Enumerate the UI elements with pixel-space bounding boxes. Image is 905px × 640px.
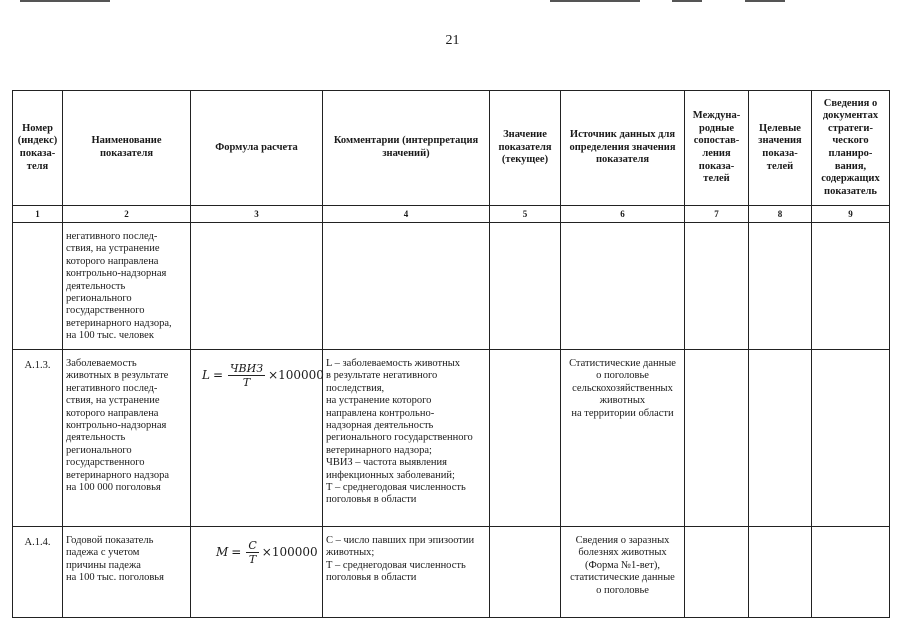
header-comment: Комментарии (интерпретация значений) bbox=[323, 91, 490, 206]
row-international bbox=[685, 527, 749, 618]
row-documents bbox=[812, 350, 890, 527]
header-target: Целевые значения показа-телей bbox=[749, 91, 812, 206]
row-index: А.1.4. bbox=[13, 527, 63, 618]
row-formula bbox=[191, 527, 323, 618]
row-formula bbox=[191, 350, 323, 527]
row-comment: С – число павших при эпизоотии животных; Т – среднегодовая численность поголовья в области bbox=[323, 527, 490, 618]
row-source bbox=[561, 223, 685, 350]
formula-expression bbox=[194, 539, 319, 566]
formula-multiplier: ×100000 bbox=[261, 545, 318, 560]
row-comment: L – заболеваемость животных в результате негативного последствия, на устранение которого направлена контрольно- надзорная деятельность регионального государственного ветеринарного надзора; ЧВИЗ – частота выявления инфекционных заболеваний; Т – среднегодовая численность поголовья в области bbox=[323, 350, 490, 527]
table-row bbox=[13, 527, 890, 618]
row-target bbox=[749, 527, 812, 618]
header-source: Источник данных для определения значения показателя bbox=[561, 91, 685, 206]
row-formula bbox=[191, 223, 323, 350]
formula-equals: = bbox=[231, 545, 242, 560]
column-number: 5 bbox=[490, 206, 561, 223]
scan-edge-line bbox=[20, 0, 110, 2]
formula-numerator: C bbox=[248, 539, 257, 552]
column-number: 9 bbox=[812, 206, 890, 223]
header-formula: Формула расчета bbox=[191, 91, 323, 206]
row-name: Годовой показатель падежа с учетом причины падежа на 100 тыс. поголовья bbox=[63, 527, 191, 618]
formula-fraction bbox=[246, 539, 258, 566]
formula-lhs: M bbox=[216, 545, 229, 560]
row-index bbox=[13, 223, 63, 350]
formula-equals: = bbox=[212, 368, 224, 383]
row-international bbox=[685, 350, 749, 527]
formula-lhs: L bbox=[202, 368, 210, 383]
header-documents: Сведения о документах стратеги-ческого планиро-вания, содержащих показатель bbox=[812, 91, 890, 206]
formula-numerator: ЧВИЗ bbox=[230, 362, 264, 375]
row-documents bbox=[812, 527, 890, 618]
header-international: Междуна-родные сопостав-ления показа-телей bbox=[685, 91, 749, 206]
header-value: Значение показателя (текущее) bbox=[490, 91, 561, 206]
row-value bbox=[490, 527, 561, 618]
column-number: 3 bbox=[191, 206, 323, 223]
table-row bbox=[13, 223, 890, 350]
scan-edge-line bbox=[672, 0, 702, 2]
row-target bbox=[749, 350, 812, 527]
table-row bbox=[13, 350, 890, 527]
column-number: 1 bbox=[13, 206, 63, 223]
header-index: Номер (индекс) показа-теля bbox=[13, 91, 63, 206]
formula-multiplier: ×100000 bbox=[268, 368, 324, 383]
row-documents bbox=[812, 223, 890, 350]
column-number: 6 bbox=[561, 206, 685, 223]
row-name: негативного послед- ствия, на устранение которого направлена контрольно-надзорная деятельность регионального государственного ветеринарного надзора, на 100 тыс. человек bbox=[63, 223, 191, 350]
column-number: 8 bbox=[749, 206, 812, 223]
header-row bbox=[13, 91, 890, 206]
formula-denominator: T bbox=[248, 553, 257, 566]
formula-fraction bbox=[228, 362, 265, 389]
indicators-table bbox=[12, 90, 890, 618]
header-name: Наименование показателя bbox=[63, 91, 191, 206]
row-international bbox=[685, 223, 749, 350]
row-target bbox=[749, 223, 812, 350]
row-comment bbox=[323, 223, 490, 350]
row-index: А.1.3. bbox=[13, 350, 63, 527]
row-value bbox=[490, 223, 561, 350]
row-source: Статистические данные о поголовье сельскохозяйственных животных на территории области bbox=[561, 350, 685, 527]
column-number: 2 bbox=[63, 206, 191, 223]
formula-denominator: T bbox=[242, 376, 251, 389]
column-number: 4 bbox=[323, 206, 490, 223]
column-number: 7 bbox=[685, 206, 749, 223]
column-number-row bbox=[13, 206, 890, 223]
row-source: Сведения о заразных болезнях животных (Форма №1-вет), статистические данные о поголовье bbox=[561, 527, 685, 618]
scan-edge-line bbox=[550, 0, 640, 2]
scan-edge-line bbox=[745, 0, 785, 2]
page-number: 21 bbox=[445, 33, 460, 48]
row-name: Заболеваемость животных в результате негативного послед- ствия, на устранение которого направлена контрольно-надзорная деятельность регионального государственного ветеринарного надзора на 100 000 поголовья bbox=[63, 350, 191, 527]
row-value bbox=[490, 350, 561, 527]
formula-expression bbox=[194, 362, 324, 389]
